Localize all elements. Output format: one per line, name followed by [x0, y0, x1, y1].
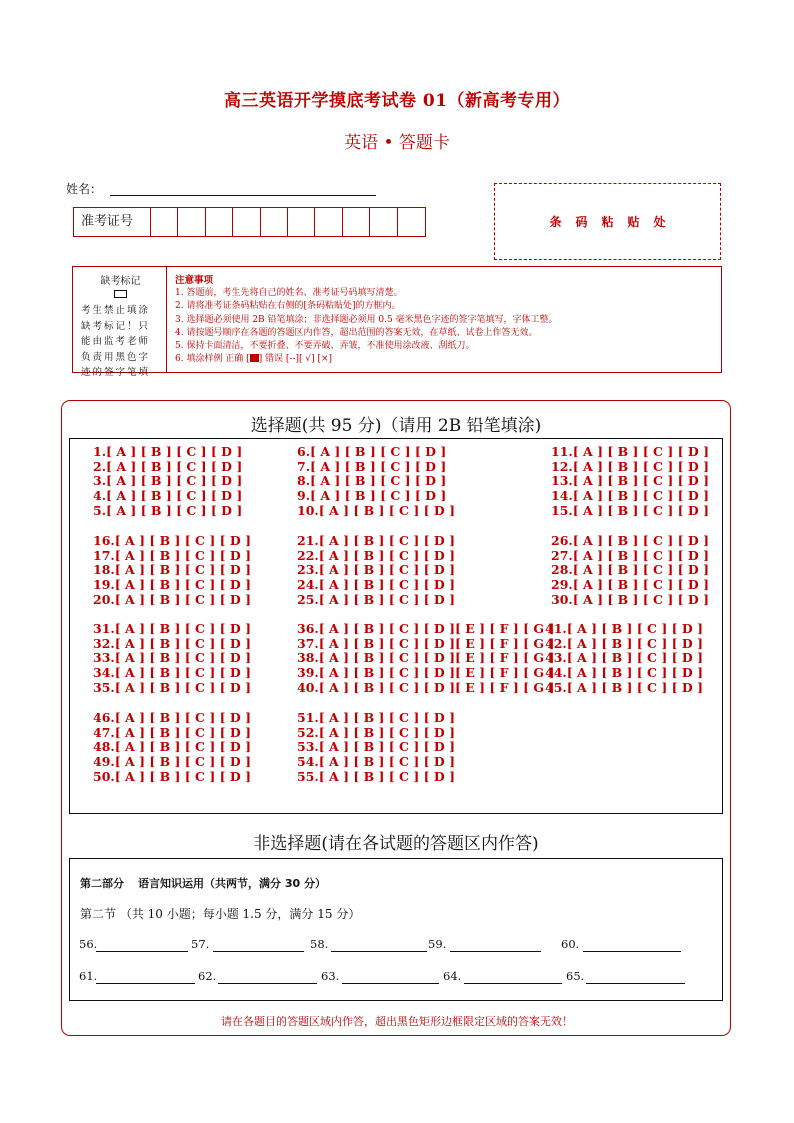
answer-blank[interactable]	[331, 951, 427, 952]
question-row[interactable]: 46.[ A ] [ B ] [ C ] [ D ]	[93, 710, 251, 725]
note-item-sample	[175, 353, 713, 366]
blank-number: 60.	[561, 937, 580, 951]
question-row[interactable]: 45.[ A ] [ B ] [ C ] [ D ]	[545, 679, 703, 695]
question-row[interactable]: 34.[ A ] [ B ] [ C ] [ D ]	[93, 665, 251, 681]
question-group	[93, 445, 242, 519]
question-row[interactable]: 32.[ A ] [ B ] [ C ] [ D ]	[93, 635, 251, 651]
answer-blank[interactable]	[213, 951, 304, 952]
question-group	[297, 622, 554, 696]
question-row[interactable]: 15.[ A ] [ B ] [ C ] [ D ]	[551, 502, 709, 518]
question-row[interactable]: 30.[ A ] [ B ] [ C ] [ D ]	[551, 591, 709, 607]
sample-suffix: ] 错误 [--][ √] [×]	[258, 354, 333, 365]
footer-warning: 请在各题目的答题区域内作答，超出黑色矩形边框限定区域的答案无效！	[221, 1015, 573, 1028]
question-group	[545, 622, 703, 696]
question-row[interactable]: 48.[ A ] [ B ] [ C ] [ D ]	[93, 739, 251, 755]
notice-panel	[72, 266, 722, 378]
question-row[interactable]: 20.[ A ] [ B ] [ C ] [ D ]	[93, 591, 251, 607]
question-row[interactable]: 37.[ A ] [ B ] [ C ] [ D ][ E ] [ F ] [ G ]	[297, 635, 555, 651]
answer-blank[interactable]	[450, 951, 541, 952]
absent-mark-panel	[73, 267, 167, 378]
notes-title: 注意事项	[175, 275, 214, 286]
question-row[interactable]: 38.[ A ] [ B ] [ C ] [ D ][ E ] [ F ] [ G ]	[297, 650, 555, 666]
answer-blank[interactable]	[96, 951, 188, 952]
question-row[interactable]: 4.[ A ] [ B ] [ C ] [ D ]	[93, 488, 243, 504]
question-row[interactable]: 16.[ A ] [ B ] [ C ] [ D ]	[93, 533, 251, 548]
question-group	[297, 534, 455, 608]
notes-panel	[167, 267, 721, 372]
question-row[interactable]: 18.[ A ] [ B ] [ C ] [ D ]	[93, 562, 251, 578]
exam-number-grid	[73, 207, 426, 237]
question-row[interactable]: 54.[ A ] [ B ] [ C ] [ D ]	[297, 754, 455, 770]
note-item: 3. 选择题必须使用 2B 铅笔填涂；非选择题必须用 0.5 毫米黑色字迹的签字笔填写，字体工整。	[175, 314, 558, 325]
question-row[interactable]: 2.[ A ] [ B ] [ C ] [ D ]	[93, 458, 243, 474]
question-group	[551, 445, 709, 519]
question-group	[93, 534, 251, 608]
exam-number-cell[interactable]	[343, 208, 370, 236]
question-row[interactable]: 31.[ A ] [ B ] [ C ] [ D ]	[93, 621, 251, 636]
question-row[interactable]: 49.[ A ] [ B ] [ C ] [ D ]	[93, 754, 251, 770]
question-row[interactable]: 44.[ A ] [ B ] [ C ] [ D ]	[545, 665, 703, 681]
question-row[interactable]: 55.[ A ] [ B ] [ C ] [ D ]	[297, 768, 455, 784]
nonchoice-section-title: 非选择题(请在各试题的答题区内作答)	[253, 834, 539, 854]
barcode-label: 条码粘贴处	[549, 215, 680, 229]
filled-sample-icon	[250, 354, 259, 362]
question-row[interactable]: 52.[ A ] [ B ] [ C ] [ D ]	[297, 724, 455, 740]
part-description: 语言知识运用（共两节，满分 30 分）	[138, 877, 326, 890]
question-row[interactable]: 50.[ A ] [ B ] [ C ] [ D ]	[93, 768, 251, 784]
blank-number: 65.	[566, 969, 585, 983]
question-row[interactable]: 1.[ A ] [ B ] [ C ] [ D ]	[93, 444, 243, 459]
question-row[interactable]: 11.[ A ] [ B ] [ C ] [ D ]	[551, 444, 709, 459]
question-row[interactable]: 13.[ A ] [ B ] [ C ] [ D ]	[551, 473, 709, 489]
question-row[interactable]: 21.[ A ] [ B ] [ C ] [ D ]	[297, 533, 455, 548]
answer-blank[interactable]	[464, 983, 562, 984]
question-row[interactable]: 36.[ A ] [ B ] [ C ] [ D ][ E ] [ F ] [ G ]	[297, 621, 555, 636]
question-row[interactable]: 41.[ A ] [ B ] [ C ] [ D ]	[545, 621, 703, 636]
question-row[interactable]: 39.[ A ] [ B ] [ C ] [ D ][ E ] [ F ] [ G ]	[297, 665, 555, 681]
question-row[interactable]: 9.[ A ] [ B ] [ C ] [ D ]	[297, 488, 447, 504]
exam-number-cell[interactable]	[288, 208, 315, 236]
blank-number: 63.	[321, 969, 340, 983]
blank-number: 62.	[198, 969, 217, 983]
page-title: 高三英语开学摸底考试卷 01（新高考专用）	[223, 91, 571, 111]
choice-section-title: 选择题(共 95 分)（请用 2B 铅笔填涂)	[250, 416, 542, 436]
question-row[interactable]: 6.[ A ] [ B ] [ C ] [ D ]	[297, 444, 447, 459]
question-row[interactable]: 5.[ A ] [ B ] [ C ] [ D ]	[93, 502, 243, 518]
question-row[interactable]: 53.[ A ] [ B ] [ C ] [ D ]	[297, 739, 455, 755]
absent-mark-title: 缺考标记	[100, 276, 141, 287]
exam-number-cell[interactable]	[370, 208, 397, 236]
page-subtitle: 英语 • 答题卡	[344, 133, 450, 153]
note-item: 4. 请按题号顺序在各题的答题区内作答，超出范围的答案无效，在草纸、试卷上作答无效。	[175, 327, 538, 338]
question-row[interactable]: 26.[ A ] [ B ] [ C ] [ D ]	[551, 533, 709, 548]
question-row[interactable]: 47.[ A ] [ B ] [ C ] [ D ]	[93, 724, 251, 740]
question-row[interactable]: 7.[ A ] [ B ] [ C ] [ D ]	[297, 458, 447, 474]
question-row[interactable]: 35.[ A ] [ B ] [ C ] [ D ]	[93, 679, 251, 695]
question-row[interactable]: 28.[ A ] [ B ] [ C ] [ D ]	[551, 562, 709, 578]
question-row[interactable]: 42.[ A ] [ B ] [ C ] [ D ]	[545, 635, 703, 651]
question-row[interactable]: 29.[ A ] [ B ] [ C ] [ D ]	[551, 577, 709, 593]
answer-blank[interactable]	[218, 983, 317, 984]
part-heading	[80, 875, 326, 891]
blank-number: 56.	[79, 937, 98, 951]
note-item: 5. 保持卡面清洁，不要折叠、不要弄破、弄皱，不准使用涂改液、刮纸刀。	[175, 341, 475, 352]
answer-blank[interactable]	[583, 951, 681, 952]
question-row[interactable]: 43.[ A ] [ B ] [ C ] [ D ]	[545, 650, 703, 666]
question-group	[297, 445, 455, 519]
absent-mark-checkbox[interactable]	[114, 290, 127, 298]
name-field[interactable]	[110, 195, 376, 196]
barcode-area	[494, 183, 721, 260]
question-row[interactable]: 23.[ A ] [ B ] [ C ] [ D ]	[297, 562, 455, 578]
question-group	[93, 622, 251, 696]
question-row[interactable]: 10.[ A ] [ B ] [ C ] [ D ]	[297, 502, 455, 518]
exam-number-cell[interactable]	[315, 208, 342, 236]
blank-number: 61.	[79, 969, 98, 983]
part-label: 第二部分	[80, 877, 124, 890]
question-group	[551, 534, 709, 608]
exam-number-cell[interactable]	[261, 208, 288, 236]
question-row[interactable]: 17.[ A ] [ B ] [ C ] [ D ]	[93, 547, 251, 563]
question-row[interactable]: 24.[ A ] [ B ] [ C ] [ D ]	[297, 577, 455, 593]
question-row[interactable]: 19.[ A ] [ B ] [ C ] [ D ]	[93, 577, 251, 593]
question-row[interactable]: 8.[ A ] [ B ] [ C ] [ D ]	[297, 473, 447, 489]
note-item: 1. 答题前，考生先将自己的姓名、准考证号码填写清楚。	[175, 288, 403, 298]
exam-number-cell[interactable]	[151, 208, 178, 236]
question-group	[297, 711, 455, 785]
question-row[interactable]: 22.[ A ] [ B ] [ C ] [ D ]	[297, 547, 455, 563]
exam-number-cell[interactable]	[178, 208, 205, 236]
answer-blank[interactable]	[342, 983, 439, 984]
name-label: 姓名：	[66, 182, 103, 196]
question-row[interactable]: 27.[ A ] [ B ] [ C ] [ D ]	[551, 547, 709, 563]
blank-number: 57.	[191, 937, 210, 951]
question-row[interactable]: 12.[ A ] [ B ] [ C ] [ D ]	[551, 458, 709, 474]
exam-number-cell[interactable]	[206, 208, 233, 236]
exam-number-cell[interactable]	[398, 208, 425, 236]
question-row[interactable]: 25.[ A ] [ B ] [ C ] [ D ]	[297, 591, 455, 607]
blank-number: 58.	[310, 937, 329, 951]
absent-mark-description: 考生禁止填涂缺考标记！只能由监考老师负责用黑色字迹的签字笔填	[81, 305, 151, 378]
section-heading: 第二节 （共 10 小题；每小题 1.5 分，满分 15 分）	[80, 907, 361, 921]
note-item: 2. 请将准考证条码粘贴在右侧的[条码粘贴处]的方框内。	[175, 301, 401, 312]
blank-number: 59.	[428, 937, 447, 951]
exam-number-label: 准考证号	[74, 208, 151, 236]
answer-blank[interactable]	[96, 983, 195, 984]
sample-prefix: 6. 填涂样例 正确 [	[175, 354, 250, 365]
question-row[interactable]: 40.[ A ] [ B ] [ C ] [ D ][ E ] [ F ] [ G ]	[297, 679, 555, 695]
question-row[interactable]: 14.[ A ] [ B ] [ C ] [ D ]	[551, 488, 709, 504]
blank-number: 64.	[443, 969, 462, 983]
question-row[interactable]: 51.[ A ] [ B ] [ C ] [ D ]	[297, 710, 455, 725]
question-group	[93, 711, 251, 785]
question-row[interactable]: 3.[ A ] [ B ] [ C ] [ D ]	[93, 473, 243, 489]
exam-number-cell[interactable]	[233, 208, 260, 236]
answer-blank[interactable]	[586, 983, 685, 984]
question-row[interactable]: 33.[ A ] [ B ] [ C ] [ D ]	[93, 650, 251, 666]
